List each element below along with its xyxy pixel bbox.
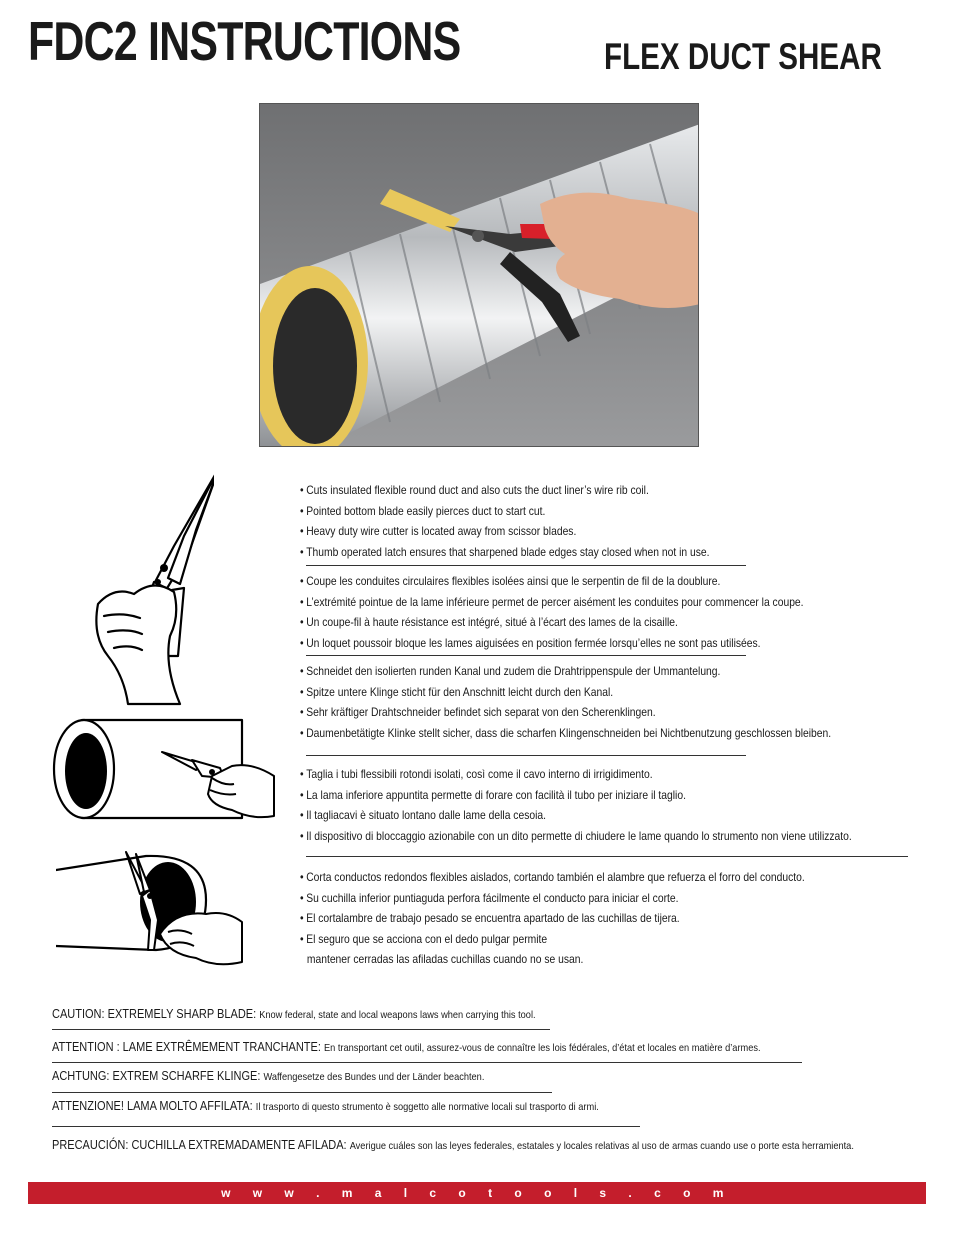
hand-holding-shear-illustration xyxy=(84,466,214,706)
list-item: • Thumb operated latch ensures that sharpened blade edges stay closed when not in use. xyxy=(300,544,710,559)
list-item: • Il tagliacavi è situato lontano dalle lame della cesoia. xyxy=(300,808,547,822)
list-item: • Cuts insulated flexible round duct and also cuts the duct liner’s wire rib coil. xyxy=(300,483,649,497)
duct-cutting-front-illustration xyxy=(56,850,246,970)
divider xyxy=(52,1092,552,1093)
list-item: • L’extrémité pointue de la lame inférieure permet de percer aisément les conduites pour commencer la coupe. xyxy=(300,594,804,609)
list-item: • Un loquet poussoir bloque les lames aiguisées en position fermée lorsqu’elles ne sont pas utilisées. xyxy=(300,635,761,650)
list-item: • Il dispositivo di bloccaggio azionabile con un dito permette di chiudere le lame quando lo strumento non viene utilizzato. xyxy=(300,828,852,843)
list-item: • La lama inferiore appuntita permette di forare con facilità il tubo per iniziare il taglio. xyxy=(300,787,686,802)
german-feature-list xyxy=(300,661,920,743)
list-item: • El cortalambre de trabajo pesado se encuentra apartado de las cuchillas de tijera. xyxy=(300,911,680,925)
list-item: • El seguro que se acciona con el dedo pulgar permite xyxy=(300,931,548,946)
page-title: FDC2 INSTRUCTIONS xyxy=(28,10,461,72)
divider xyxy=(306,755,746,756)
list-item: • Corta conductos redondos flexibles aislados, cortando también el alambre que refuerza el forro del conducto. xyxy=(300,870,805,884)
duct-cutting-side-illustration xyxy=(52,716,282,826)
warning-french: ATTENTION : LAME EXTRÊMEMENT TRANCHANTE: En transportant cet outil, assurez-vous de connaître les lois fédérales, d’état et locales en matière d’armes. xyxy=(52,1040,761,1054)
list-item: • Spitze untere Klinge sticht für den Anschnitt leicht durch den Kanal. xyxy=(300,684,614,699)
italian-feature-list xyxy=(300,764,920,846)
list-item: • Daumenbetätigte Klinke stellt sicher, dass die scharfen Klingenschneiden bei Nichtbenutzung geschlossen bleiben. xyxy=(300,725,832,740)
website-url[interactable]: w w w . m a l c o t o o l s . c o m xyxy=(221,1186,733,1200)
list-item: • Un coupe-fil à haute résistance est intégré, situé à l’écart des lames de la cisaille. xyxy=(300,615,678,629)
warning-english: CAUTION: EXTREMELY SHARP BLADE: Know federal, state and local weapons laws when carrying this tool. xyxy=(52,1007,536,1021)
list-item: • Coupe les conduites circulaires flexibles isolées ainsi que le serpentin de fil de la doublure. xyxy=(300,574,721,588)
divider xyxy=(306,856,908,857)
french-feature-list xyxy=(300,571,920,653)
list-item: • Sehr kräftiger Drahtschneider befindet sich separat von den Scherenklingen. xyxy=(300,705,656,719)
warning-german: ACHTUNG: EXTREM SCHARFE KLINGE: Waffengesetze des Bundes und der Länder beachten. xyxy=(52,1069,485,1083)
footer-bar xyxy=(28,1182,926,1204)
product-photo xyxy=(259,103,699,447)
list-item: • Taglia i tubi flessibili rotondi isolati, così come il cavo interno di irrigidimento. xyxy=(300,767,653,781)
divider xyxy=(52,1029,550,1030)
divider xyxy=(306,655,746,656)
warning-spanish: PRECAUCIÓN: CUCHILLA EXTREMADAMENTE AFILADA: Averigue cuáles son las leyes federales, estatales y locales relativas al uso de armas cuando use o porte esta herramienta. xyxy=(52,1138,854,1152)
divider xyxy=(52,1062,802,1063)
list-item: • Pointed bottom blade easily pierces duct to start cut. xyxy=(300,503,546,518)
list-item: mantener cerradas las afiladas cuchillas cuando no se usan. xyxy=(306,952,584,966)
warning-italian: ATTENZIONE! LAMA MOLTO AFFILATA: Il trasporto di questo strumento è soggetto alle normative locali sul trasporto di armi. xyxy=(52,1099,599,1113)
divider xyxy=(306,565,746,566)
spanish-feature-list xyxy=(300,867,920,970)
list-item: • Su cuchilla inferior puntiaguda perfora fácilmente el conducto para iniciar el corte. xyxy=(300,890,679,905)
divider xyxy=(52,1126,640,1127)
list-item: • Schneidet den isolierten runden Kanal und zudem die Drahtrippenspule der Ummantelung. xyxy=(300,664,721,678)
page-subtitle: FLEX DUCT SHEAR xyxy=(604,36,882,77)
english-feature-list xyxy=(300,480,920,562)
list-item: • Heavy duty wire cutter is located away from scissor blades. xyxy=(300,524,577,538)
